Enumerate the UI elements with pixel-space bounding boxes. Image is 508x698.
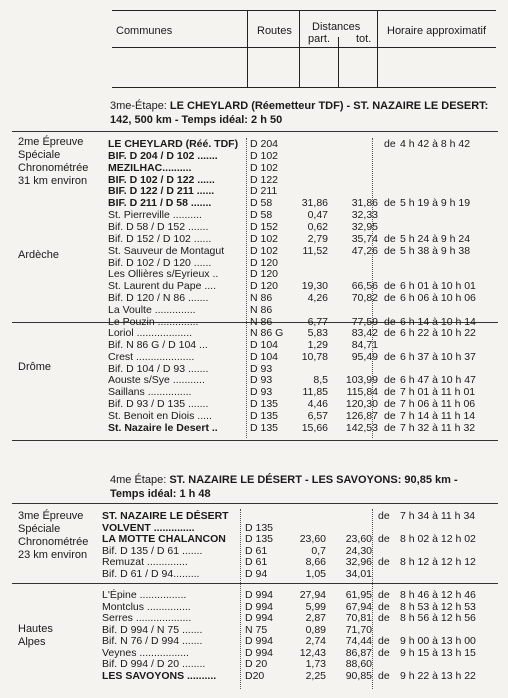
commune-name: Bif. D 58 / D 152 ....... xyxy=(108,220,209,233)
distance-total: 126,87 xyxy=(345,409,378,422)
horaire-de: de xyxy=(384,374,396,387)
table-row xyxy=(0,658,508,670)
table-row xyxy=(0,647,508,659)
route-cell: D 994 xyxy=(245,646,274,659)
horaire-de: de xyxy=(384,244,396,257)
horaire-cell: 9 h 00 à 13 h 00 xyxy=(400,635,476,647)
header-tot: tot. xyxy=(356,33,372,45)
commune-name: Bif. D 61 / D 94......... xyxy=(102,567,200,580)
distance-total: 32,96 xyxy=(345,556,372,568)
table-row xyxy=(0,363,508,375)
special-line: Chronométrée xyxy=(18,162,89,174)
distance-total: 66,56 xyxy=(351,280,378,293)
header-divider xyxy=(247,11,248,87)
route-cell: D 211 xyxy=(250,185,278,198)
commune-name: La Voulte .............. xyxy=(108,303,196,316)
distance-part: 6,77 xyxy=(307,315,328,328)
distance-part: 0,7 xyxy=(311,544,326,557)
table-row xyxy=(0,257,508,269)
table-row xyxy=(0,612,508,624)
horaire-de: de xyxy=(384,409,396,422)
horaire-cell: 6 h 22 à 10 h 22 xyxy=(400,327,476,339)
horaire-de: de xyxy=(384,386,396,399)
route-cell: D 994 xyxy=(245,612,274,624)
table-row xyxy=(0,209,508,221)
distance-total: 70,81 xyxy=(345,612,372,624)
table-row xyxy=(0,316,508,328)
route-cell: D 135 xyxy=(245,521,274,534)
distance-part: 5,99 xyxy=(305,600,326,613)
distance-total: 74,44 xyxy=(345,635,372,647)
distance-part: 8,5 xyxy=(313,374,328,387)
distance-part: 11,52 xyxy=(302,244,328,257)
table-row xyxy=(0,568,508,580)
commune-name: Aouste s/Sye ........... xyxy=(108,374,205,387)
commune-name: BIF. D 102 / D 122 ...... xyxy=(108,173,215,186)
distance-total: 71,70 xyxy=(345,623,372,636)
commune-name: Bif. N 86 G / D 104 ... xyxy=(108,338,208,351)
table-row xyxy=(0,174,508,186)
special-line: 3me Épreuve xyxy=(18,510,84,522)
header-divider xyxy=(299,11,300,87)
route-cell: D 93 xyxy=(250,386,273,399)
header-divider xyxy=(377,11,378,87)
commune-name: BIF. D 122 / D 211 ...... xyxy=(108,185,215,198)
route-cell: D 61 xyxy=(245,544,268,557)
table-row xyxy=(0,245,508,257)
commune-name: Serres ................... xyxy=(102,612,192,624)
commune-name: St. Benoit en Diois ..... xyxy=(108,409,212,422)
distance-total: 47,26 xyxy=(351,244,378,257)
commune-name: Saillans ............... xyxy=(108,386,192,399)
commune-name: LE CHEYLARD (Réé. TDF) xyxy=(108,138,239,150)
distance-part: 2,74 xyxy=(305,635,326,647)
special-line: 31 km environ xyxy=(18,175,88,187)
distance-total: 142,53 xyxy=(345,421,378,434)
horaire-cell: 7 h 01 à 11 h 01 xyxy=(400,386,476,399)
horaire-cell: 8 h 56 à 12 h 56 xyxy=(400,612,476,624)
commune-name: St. Nazaire le Desert .. xyxy=(108,421,218,434)
horaire-de: de xyxy=(378,646,390,659)
horaire-de: de xyxy=(384,232,396,245)
horaire-cell: 5 h 38 à 9 h 38 xyxy=(400,244,471,257)
section-rule xyxy=(12,440,498,441)
commune-name: Loriol ................... xyxy=(108,327,193,339)
header-divider xyxy=(338,37,339,87)
stage4-prefix: 4me Étape: xyxy=(110,474,170,486)
route-cell: D 104 xyxy=(250,338,279,351)
horaire-cell: 6 h 01 à 10 h 01 xyxy=(400,280,476,293)
distance-part: 10,78 xyxy=(301,350,328,363)
table-row xyxy=(0,545,508,557)
route-cell: D 122 xyxy=(250,173,279,186)
route-cell: D 152 xyxy=(250,220,279,233)
commune-name: LES SAVOYONS .......... xyxy=(102,669,217,682)
distance-total: 24,30 xyxy=(345,544,372,557)
horaire-cell: 8 h 02 à 12 h 02 xyxy=(400,533,476,545)
route-cell: D 135 xyxy=(245,533,274,545)
route-cell: D 94 xyxy=(245,567,268,580)
table-row xyxy=(0,138,508,150)
horaire-de: de xyxy=(384,280,396,293)
horaire-cell: 7 h 14 à 11 h 14 xyxy=(400,409,476,422)
distance-total: 83,42 xyxy=(351,327,378,339)
horaire-cell: 4 h 42 à 8 h 42 xyxy=(400,138,471,150)
commune-name: Bif. D 152 / D 102 ...... xyxy=(108,232,212,245)
horaire-de: de xyxy=(378,612,390,624)
horaire-de: de xyxy=(378,510,390,522)
table-row xyxy=(0,589,508,601)
special-line: Chronométrée xyxy=(18,536,89,548)
distance-part: 15,66 xyxy=(301,421,328,434)
route-cell: D 204 xyxy=(250,138,279,150)
distance-total: 70,82 xyxy=(351,292,378,305)
stage3-distance-time: 142, 500 km - Temps idéal: 2 h 50 xyxy=(110,114,283,126)
table-row xyxy=(0,185,508,197)
distance-part: 12,43 xyxy=(299,646,326,659)
commune-name: Bif. D 120 / N 86 ....... xyxy=(108,292,209,305)
commune-name: MEZILHAC.......... xyxy=(108,161,192,174)
table-row xyxy=(0,304,508,316)
distance-total: 95,49 xyxy=(351,350,378,363)
column-separator xyxy=(372,138,373,438)
section-rule xyxy=(12,503,498,504)
route-cell: D 20 xyxy=(245,658,268,670)
table-header xyxy=(112,10,496,88)
table-row xyxy=(0,221,508,233)
route-cell: D 58 xyxy=(250,197,273,210)
commune-name: BIF. D 211 / D 58 ....... xyxy=(108,197,212,210)
distance-total: 34,01 xyxy=(345,567,372,580)
table-row xyxy=(0,533,508,545)
distance-total: 61,95 xyxy=(345,589,372,601)
commune-name: LA MOTTE CHALANCON xyxy=(102,533,226,545)
table-row xyxy=(0,268,508,280)
route-cell: D 102 xyxy=(250,161,279,174)
horaire-de: de xyxy=(384,421,396,434)
commune-name: Montclus ............... xyxy=(102,600,191,613)
distance-total: 32,33 xyxy=(351,209,378,222)
table-row xyxy=(0,670,508,682)
route-cell: D 994 xyxy=(245,635,274,647)
table-row xyxy=(0,351,508,363)
distance-total: 31,86 xyxy=(351,197,378,210)
table-row xyxy=(0,327,508,339)
horaire-cell: 6 h 47 à 10 h 47 xyxy=(400,374,476,387)
commune-name: Bif. D 102 / D 120 ...... xyxy=(108,256,212,269)
horaire-cell: 5 h 24 à 9 h 24 xyxy=(400,232,471,245)
stage4-title xyxy=(110,474,458,487)
commune-name: Bif. N 76 / D 994 ....... xyxy=(102,635,203,647)
distance-total: 32,95 xyxy=(351,220,378,233)
table-row xyxy=(0,522,508,534)
horaire-cell: 6 h 06 à 10 h 06 xyxy=(400,292,476,305)
table-row xyxy=(0,280,508,292)
horaire-cell: 9 h 15 à 13 h 15 xyxy=(400,646,476,659)
stage4-route: ST. NAZAIRE LE DÉSERT - LES SAVOYONS: 90,85 km - xyxy=(169,474,458,486)
distance-part: 0,89 xyxy=(305,623,326,636)
commune-name: Veynes ................. xyxy=(102,646,189,659)
distance-part: 1,05 xyxy=(305,567,326,580)
route-cell: D 120 xyxy=(250,256,279,269)
horaire-cell: 8 h 46 à 12 h 46 xyxy=(400,589,476,601)
distance-part: 8,66 xyxy=(305,556,326,568)
distance-total: 67,94 xyxy=(345,600,372,613)
distance-total: 77,59 xyxy=(351,315,378,328)
header-routes: Routes xyxy=(257,25,292,37)
distance-total: 23,60 xyxy=(345,533,372,545)
commune-name: VOLVENT .............. xyxy=(102,521,195,534)
column-separator xyxy=(240,509,241,689)
commune-name: St. Laurent du Pape .... xyxy=(108,280,216,293)
column-separator xyxy=(246,138,247,438)
commune-name: Les Ollières s/Eyrieux .. xyxy=(108,268,219,281)
table-row xyxy=(0,386,508,398)
distance-part: 19,30 xyxy=(301,280,328,293)
distance-total: 115,84 xyxy=(346,386,378,399)
column-separator xyxy=(372,509,373,689)
distance-total: 103,99 xyxy=(345,374,378,387)
route-cell: N 86 xyxy=(250,303,273,316)
distance-part: 27,94 xyxy=(299,589,326,601)
header-divider xyxy=(112,47,496,48)
horaire-de: de xyxy=(384,197,396,210)
horaire-de: de xyxy=(384,315,396,328)
distance-part: 31,86 xyxy=(301,197,328,210)
route-cell: D 135 xyxy=(250,398,279,411)
region-drome: Drôme xyxy=(18,361,52,373)
stage3-route: LE CHEYLARD (Réemetteur TDF) - ST. NAZAIRE LE DESERT: xyxy=(169,100,489,112)
route-cell: D 102 xyxy=(250,149,279,162)
horaire-cell: 8 h 12 à 12 h 12 xyxy=(400,556,476,568)
table-row xyxy=(0,556,508,568)
stage3-title xyxy=(110,100,488,113)
stage4-time: Temps idéal: 1 h 48 xyxy=(110,488,211,500)
route-cell: D 58 xyxy=(250,209,273,222)
route-cell: D 102 xyxy=(250,232,279,245)
route-cell: D 61 xyxy=(245,556,268,568)
horaire-de: de xyxy=(378,635,390,647)
horaire-cell: 6 h 37 à 10 h 37 xyxy=(400,350,476,363)
distance-part: 5,83 xyxy=(307,327,328,339)
distance-part: 4,46 xyxy=(307,398,328,411)
commune-name: ST. NAZAIRE LE DÉSERT xyxy=(102,510,229,522)
horaire-de: de xyxy=(378,669,390,682)
section-rule xyxy=(12,583,498,584)
commune-name: Bif. D 104 / D 93 ....... xyxy=(108,362,209,375)
route-cell: N 86 xyxy=(250,315,273,328)
horaire-de: de xyxy=(384,350,396,363)
table-row xyxy=(0,292,508,304)
distance-total: 90,85 xyxy=(345,669,372,682)
table-row xyxy=(0,422,508,434)
route-cell: D 93 xyxy=(250,362,273,375)
table-row xyxy=(0,197,508,209)
horaire-cell: 7 h 34 à 11 h 34 xyxy=(400,510,476,522)
distance-total: 86,87 xyxy=(345,646,372,659)
commune-name: Bif. D 135 / D 61 ....... xyxy=(102,544,203,557)
distance-part: 1,29 xyxy=(307,338,328,351)
header-distances: Distances xyxy=(312,21,361,33)
route-cell: D 135 xyxy=(250,409,279,422)
horaire-cell: 7 h 06 à 11 h 06 xyxy=(400,398,476,411)
horaire-cell: 5 h 19 à 9 h 19 xyxy=(400,197,471,210)
route-cell: N 86 xyxy=(250,292,273,305)
horaire-cell: 6 h 14 à 10 h 14 xyxy=(400,315,476,328)
commune-name: St. Sauveur de Montagut xyxy=(108,244,225,257)
special-line: 2me Épreuve xyxy=(18,136,84,148)
commune-name: Bif. D 994 / D 20 ........ xyxy=(102,658,206,670)
special-line: Spéciale xyxy=(18,149,61,161)
distance-part: 0,62 xyxy=(307,220,328,233)
route-cell: D 994 xyxy=(245,600,274,613)
distance-part: 2,79 xyxy=(307,232,328,245)
horaire-de: de xyxy=(378,600,390,613)
table-row xyxy=(0,150,508,162)
route-cell: D20 xyxy=(245,669,265,682)
route-cell: N 75 xyxy=(245,623,268,636)
horaire-de: de xyxy=(378,533,390,545)
special-line: Spéciale xyxy=(18,523,61,535)
horaire-de: de xyxy=(384,292,396,305)
distance-part: 2,25 xyxy=(305,669,326,682)
commune-name: Bif. D 994 / N 75 ....... xyxy=(102,623,203,636)
table-row xyxy=(0,233,508,245)
horaire-cell: 7 h 32 à 11 h 32 xyxy=(400,421,476,434)
route-cell: N 86 G xyxy=(250,327,284,339)
distance-part: 4,26 xyxy=(307,292,328,305)
section-rule xyxy=(12,131,498,132)
horaire-cell: 9 h 22 à 13 h 22 xyxy=(400,669,476,682)
table-row xyxy=(0,624,508,636)
commune-name: BIF. D 204 / D 102 ....... xyxy=(108,149,218,162)
route-cell: D 120 xyxy=(250,268,279,281)
stage3-subtitle xyxy=(110,114,282,127)
horaire-cell: 8 h 53 à 12 h 53 xyxy=(400,600,476,613)
distance-total: 120,30 xyxy=(345,398,378,411)
commune-name: Le Pouzin .............. xyxy=(108,315,199,328)
header-horaire: Horaire approximatif xyxy=(387,25,487,37)
route-cell: D 93 xyxy=(250,374,273,387)
distance-part: 0,47 xyxy=(307,209,328,222)
route-cell: D 104 xyxy=(250,350,279,363)
distance-total: 84,71 xyxy=(351,338,378,351)
distance-part: 2,87 xyxy=(305,612,326,624)
region-line: Alpes xyxy=(18,636,46,648)
horaire-de: de xyxy=(384,327,396,339)
distance-total: 88,60 xyxy=(345,658,372,670)
route-cell: D 994 xyxy=(245,589,274,601)
distance-part: 23,60 xyxy=(299,533,326,545)
table-row xyxy=(0,510,508,522)
commune-name: Remuzat .............. xyxy=(102,556,188,568)
commune-name: St. Pierreville .......... xyxy=(108,209,202,222)
commune-name: L'Épine ................ xyxy=(102,589,187,601)
route-cell: D 120 xyxy=(250,280,279,293)
horaire-de: de xyxy=(384,138,396,150)
table-row xyxy=(0,410,508,422)
table-row xyxy=(0,601,508,613)
distance-total: 35,74 xyxy=(351,232,378,245)
commune-name: Crest .................... xyxy=(108,350,195,363)
commune-name: Bif. D 93 / D 135 ....... xyxy=(108,398,209,411)
region-ardeche: Ardèche xyxy=(18,249,59,261)
table-row xyxy=(0,162,508,174)
distance-part: 1,73 xyxy=(305,658,326,670)
header-communes: Communes xyxy=(116,25,173,37)
table-row xyxy=(0,374,508,386)
distance-part: 11,85 xyxy=(302,386,328,399)
stage4-subtitle xyxy=(110,488,211,501)
table-row xyxy=(0,398,508,410)
distance-part: 6,57 xyxy=(307,409,328,422)
region-line: Hautes xyxy=(18,623,53,635)
route-cell: D 102 xyxy=(250,244,279,257)
table-row xyxy=(0,339,508,351)
horaire-de: de xyxy=(378,589,390,601)
header-part: part. xyxy=(308,33,331,45)
stage3-prefix: 3me-Étape: xyxy=(110,100,170,112)
route-cell: D 135 xyxy=(250,421,279,434)
table-row xyxy=(0,635,508,647)
special-line: 23 km environ xyxy=(18,549,88,561)
horaire-de: de xyxy=(378,556,390,568)
horaire-de: de xyxy=(384,398,396,411)
